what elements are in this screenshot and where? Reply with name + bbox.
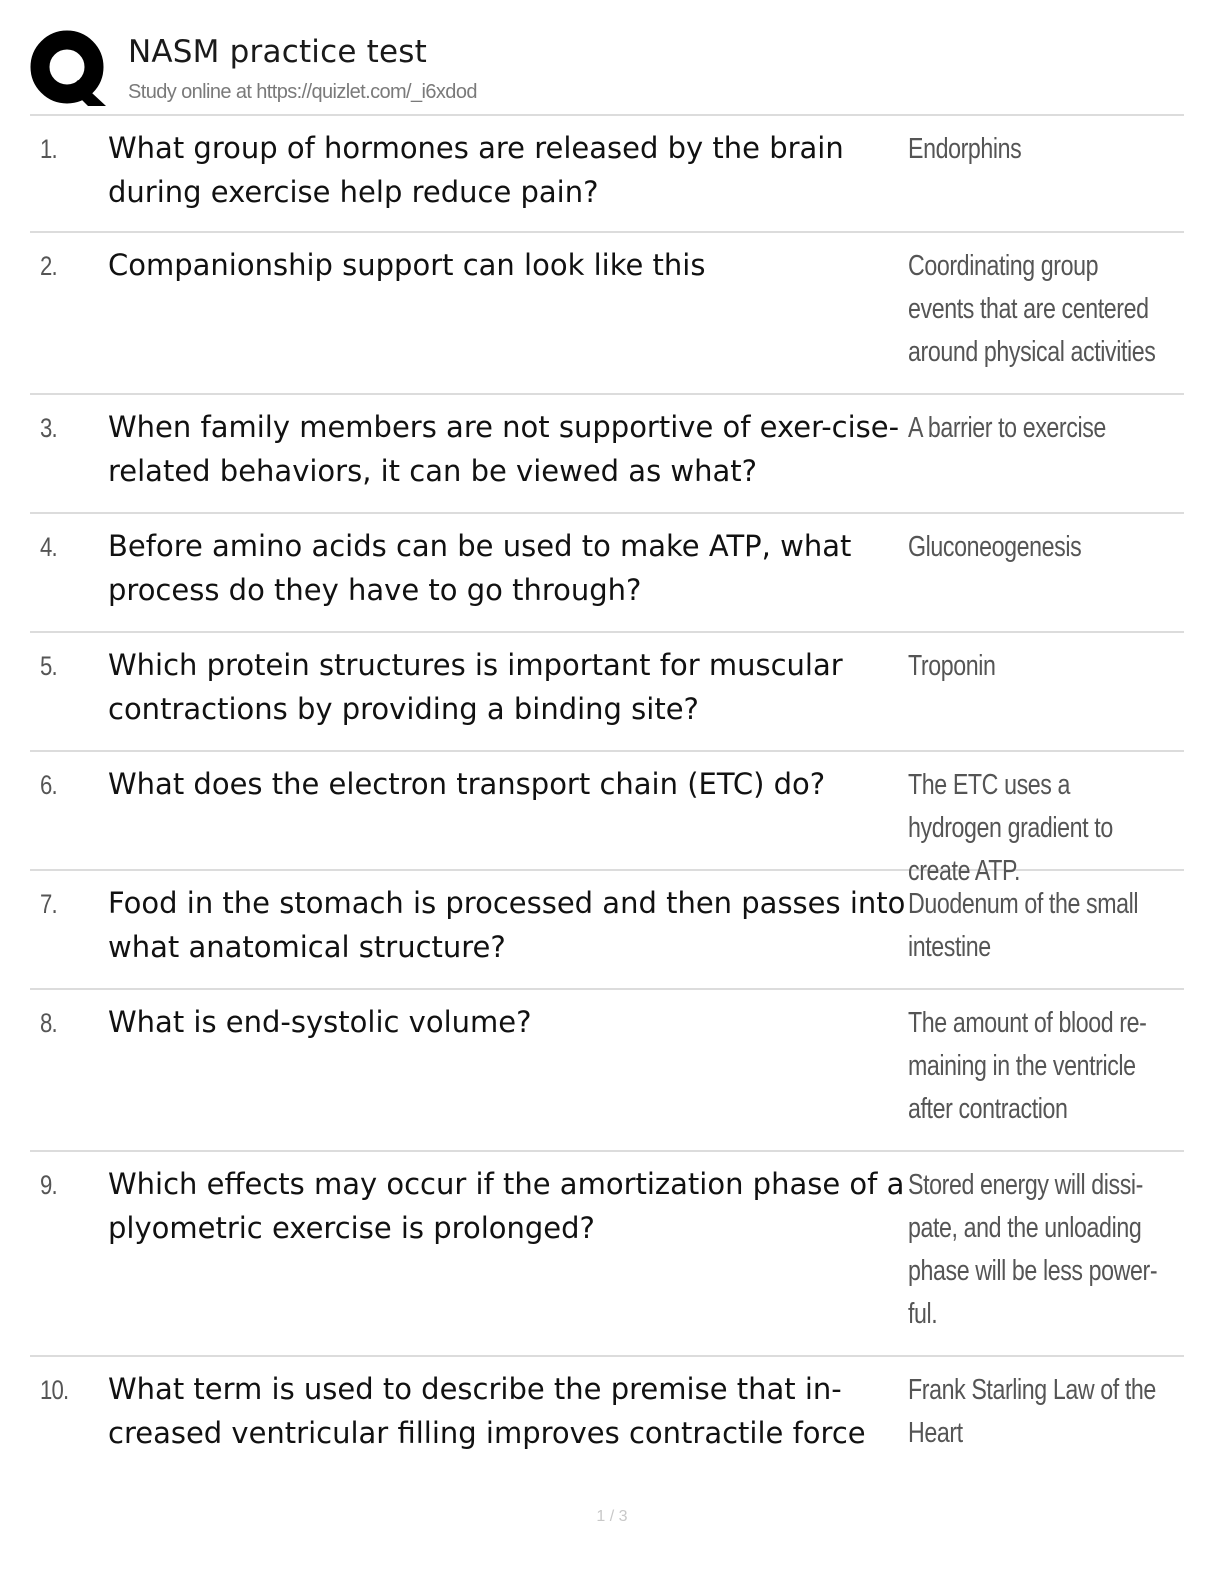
flashcard-row xyxy=(30,990,1184,1152)
flashcard-row xyxy=(30,871,1184,990)
page-number: 1 / 3 xyxy=(596,1508,628,1525)
flashcard-row xyxy=(30,1357,1184,1477)
flashcard-row xyxy=(30,633,1184,752)
card-number: 3. xyxy=(40,413,57,443)
card-term: Companionship support can look like this xyxy=(108,248,706,282)
flashcard-list xyxy=(30,116,1184,1477)
quizlet-logo-icon xyxy=(30,30,110,108)
card-term: What group of hormones are released by the brain during exercise help reduce pain? xyxy=(108,131,844,209)
card-term: When family members are not supportive of exer-cise-related behaviors, it can be viewed as what? xyxy=(108,410,900,488)
card-term: What is end-systolic volume? xyxy=(108,1005,532,1039)
card-number: 6. xyxy=(40,770,57,800)
card-term: Which protein structures is important for muscular contractions by providing a binding site? xyxy=(108,648,843,726)
flashcard-row xyxy=(30,752,1184,887)
card-definition: The ETC uses a hydrogen gradient to create ATP. xyxy=(908,769,1113,887)
flashcard-row xyxy=(30,116,1184,233)
study-online-link[interactable]: Study online at https://quizlet.com/_i6xdod xyxy=(128,81,477,103)
card-number: 4. xyxy=(40,532,57,562)
card-number: 8. xyxy=(40,1008,57,1038)
flashcard-row xyxy=(30,514,1184,633)
card-definition: A barrier to exercise xyxy=(908,412,1106,444)
card-number: 5. xyxy=(40,651,57,681)
page-title: NASM practice test xyxy=(128,34,428,70)
card-term: What term is used to describe the premise that in-creased ventricular filling improves contractile force xyxy=(108,1372,866,1450)
card-term: Food in the stomach is processed and then passes into what anatomical structure? xyxy=(108,886,906,964)
page-header xyxy=(30,30,1184,116)
card-number: 1. xyxy=(40,134,57,164)
card-definition: Endorphins xyxy=(908,133,1022,165)
card-definition: Gluconeogenesis xyxy=(908,531,1082,563)
card-term: Before amino acids can be used to make ATP, what process do they have to go through? xyxy=(108,529,852,607)
card-definition: Duodenum of the small intestine xyxy=(908,888,1139,963)
card-number: 7. xyxy=(40,889,57,919)
flashcard-row xyxy=(30,233,1184,395)
card-definition: Stored energy will dissi-pate, and the unloading phase will be less power-ful. xyxy=(908,1169,1158,1330)
card-number: 9. xyxy=(40,1170,57,1200)
flashcard-row xyxy=(30,1152,1184,1357)
card-definition: The amount of blood re-maining in the ventricle after contraction xyxy=(908,1007,1147,1125)
card-definition: Frank Starling Law of the Heart xyxy=(908,1374,1156,1449)
card-definition: Troponin xyxy=(908,650,996,682)
card-number: 10. xyxy=(40,1375,69,1405)
card-term: What does the electron transport chain (ETC) do? xyxy=(108,767,826,801)
card-term: Which effects may occur if the amortization phase of a plyometric exercise is prolonged? xyxy=(108,1167,905,1245)
flashcard-row xyxy=(30,395,1184,514)
card-number: 2. xyxy=(40,251,57,281)
card-definition: Coordinating group events that are centered around physical activities xyxy=(908,250,1156,368)
